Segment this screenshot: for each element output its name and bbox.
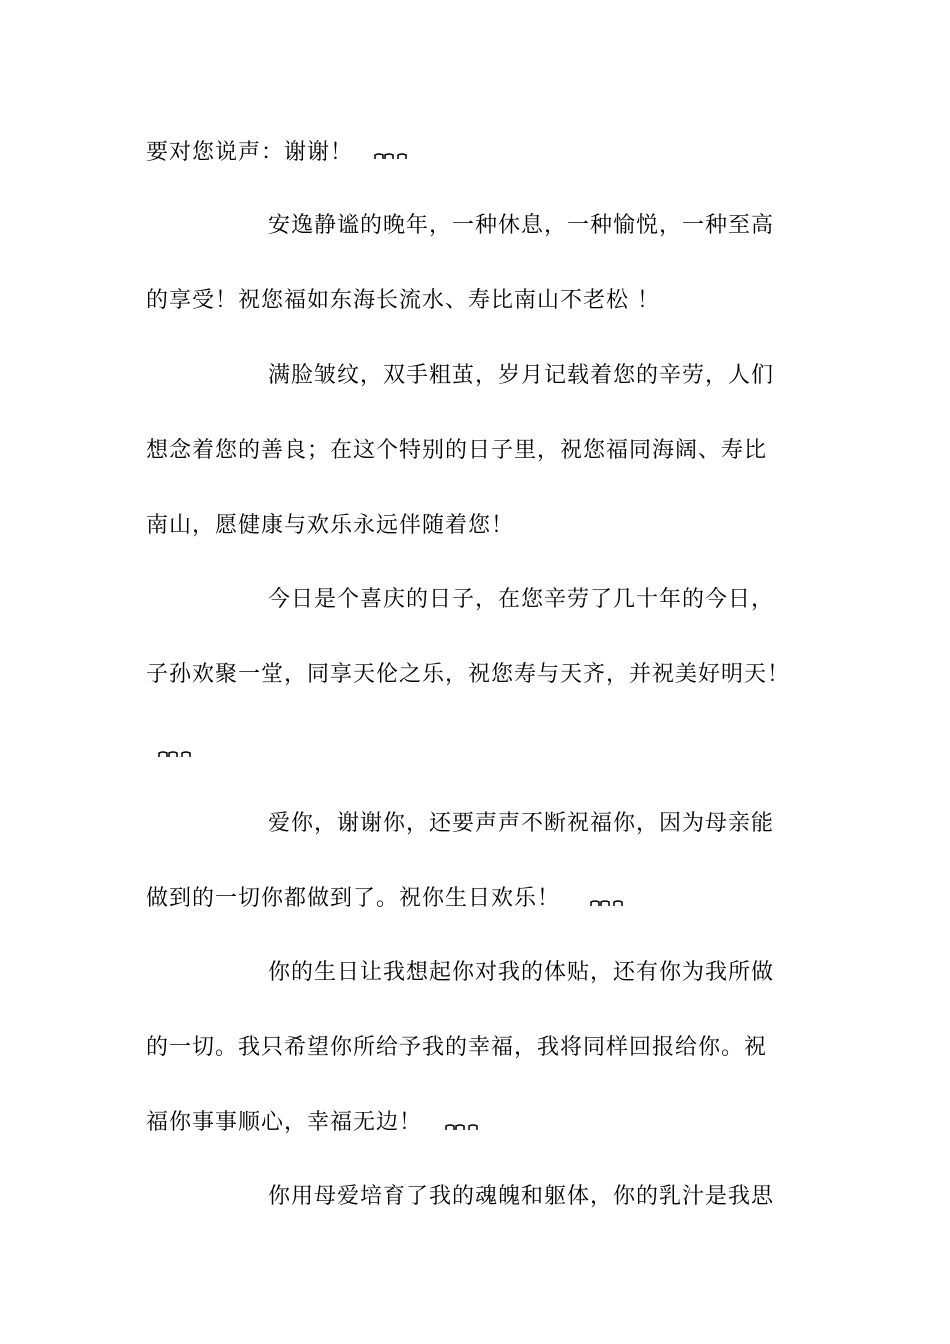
text-line: 的一切。我只希望你所给予我的幸福，我将同样回报给你。祝 (146, 1035, 768, 1060)
decorative-mark-icon (397, 153, 417, 160)
text-line: 爱你，谢谢你，还要声声不断祝福你，因为母亲能 (268, 811, 775, 836)
decorative-mark-icon (590, 900, 610, 907)
text-line: 满脸皱纹，双手粗茧，岁月记载着您的辛劳，人们 (268, 363, 775, 388)
text-line: 福你事事顺心，幸福无边！ (146, 1110, 423, 1135)
text-line: 做到的一切你都做到了。祝你生日欢乐！ (146, 886, 561, 911)
text-line: 你用母爱培育了我的魂魄和躯体，你的乳汁是我思 (268, 1184, 775, 1209)
text-line: 南山，愿健康与欢乐永远伴随着您！ (146, 513, 515, 538)
decorative-mark-icon (181, 751, 201, 758)
decorative-mark-icon (374, 153, 394, 160)
text-line: 今日是个喜庆的日子，在您辛劳了几十年的今日， (268, 587, 775, 612)
decorative-mark-icon (158, 751, 178, 758)
decorative-mark-icon (445, 1124, 465, 1131)
decorative-mark-icon (613, 900, 633, 907)
text-line: 你的生日让我想起你对我的体贴，还有你为我所做 (268, 960, 775, 985)
text-line: 的享受！祝您福如东海长流水、寿比南山不老松 ！ (146, 288, 660, 313)
text-line: 子孙欢聚一堂，同享天伦之乐，祝您寿与天齐，并祝美好明天！ (146, 662, 791, 687)
text-line: 安逸静谧的晚年，一种休息，一种愉悦，一种至高 (268, 213, 775, 238)
text-line: 要对您说声：谢谢！ (146, 140, 354, 165)
text-line: 想念着您的善良；在这个特别的日子里，祝您福同海阔、寿比 (146, 438, 768, 463)
decorative-mark-icon (468, 1124, 488, 1131)
